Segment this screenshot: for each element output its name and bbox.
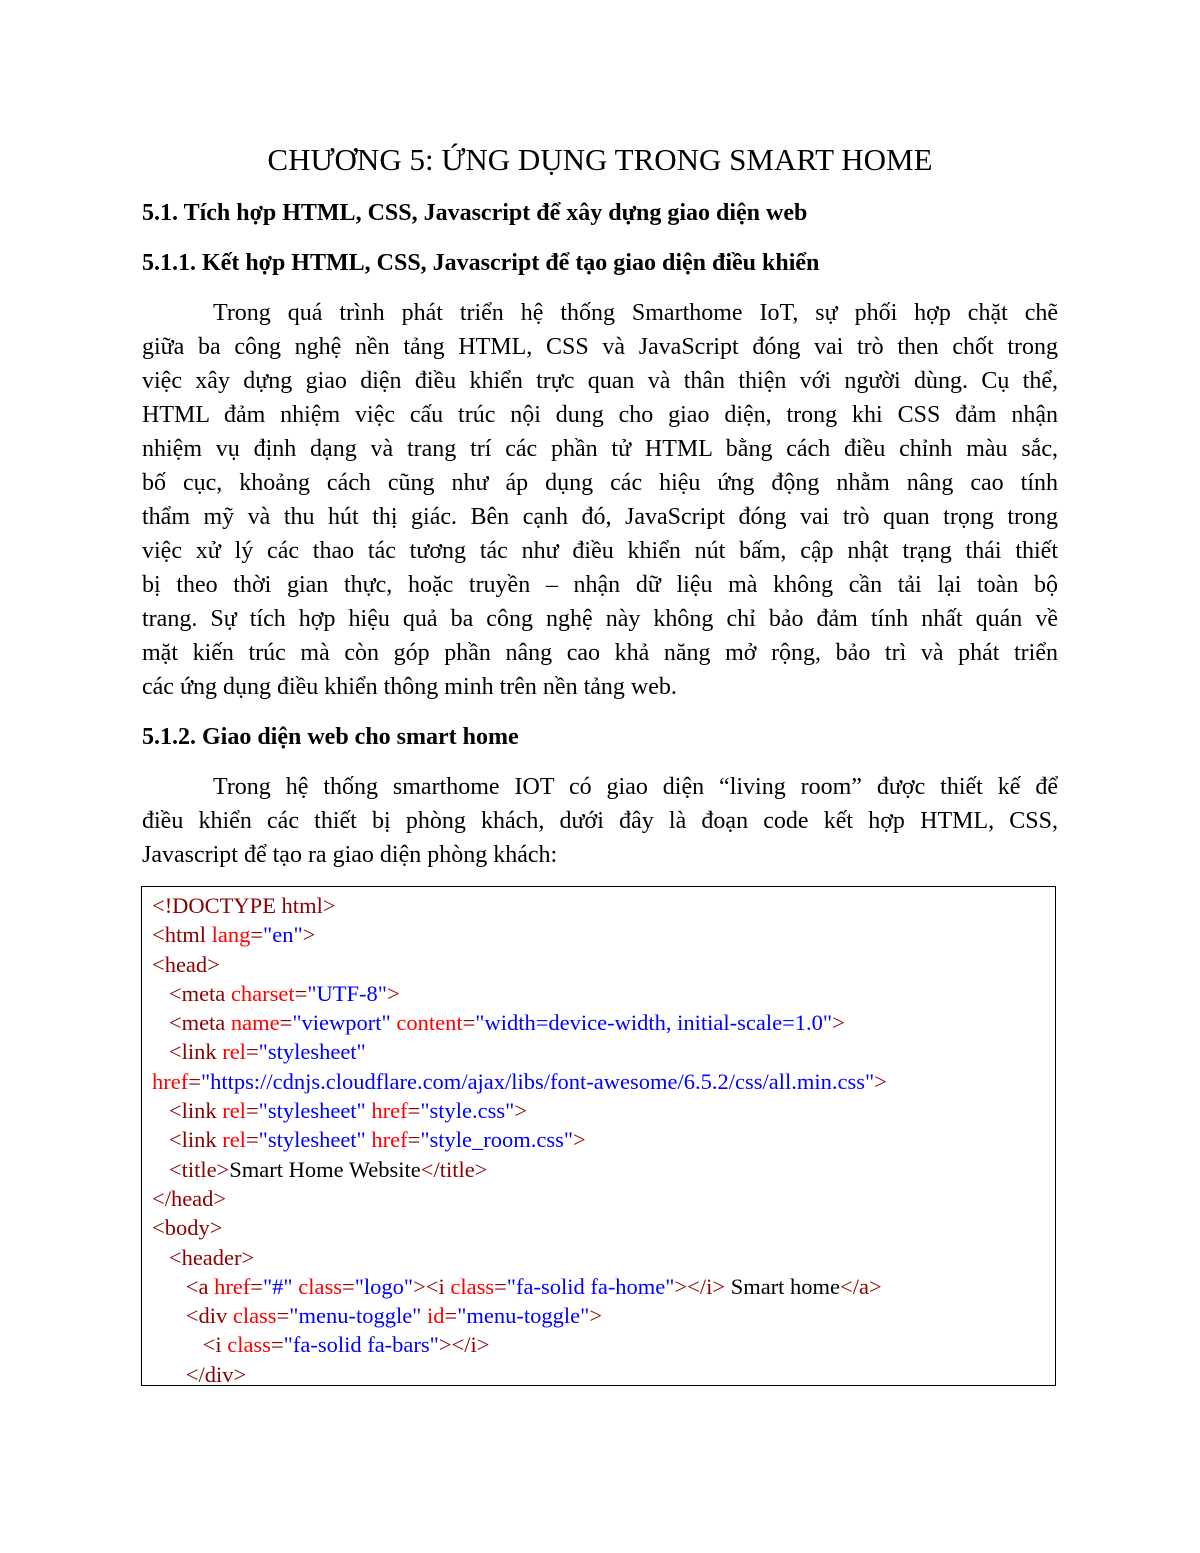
code-token-tag: >: [589, 1303, 603, 1329]
code-token-tag: >: [832, 1010, 845, 1036]
code-token-attr: class: [298, 1273, 342, 1299]
code-line: [152, 1125, 887, 1154]
code-line: [152, 1330, 887, 1359]
code-token-tag: >: [514, 1098, 528, 1124]
code-token-tag: <meta: [168, 1010, 231, 1036]
code-token-tag: </div>: [185, 1361, 247, 1386]
code-token-tag: =: [342, 1273, 355, 1299]
code-token-val: "viewport": [292, 1010, 391, 1036]
code-line: [152, 1155, 887, 1184]
code-token-attr: name: [230, 1010, 280, 1036]
code-token-tag: <link: [168, 1039, 223, 1065]
paragraph-line: việc xây dựng giao diện điều khiển trực quan và thân thiện với người dùng. Cụ thể,: [142, 368, 1058, 394]
code-token-tag: =: [250, 1273, 263, 1299]
code-line: [152, 1213, 887, 1242]
code-token-attr: href: [371, 1127, 408, 1153]
code-token-tag: =: [407, 1127, 421, 1153]
code-token-txt: Smart Home Website: [229, 1156, 421, 1182]
code-token-tag: =: [250, 922, 264, 948]
paragraph-line: trang. Sự tích hợp hiệu quả ba công nghệ này không chỉ bảo đảm tính nhất quán về: [142, 606, 1058, 632]
section-heading-5-1-1: 5.1.1. Kết hợp HTML, CSS, Javascript để tạo giao diện điều khiển: [142, 250, 820, 276]
code-line: [152, 1243, 887, 1272]
code-token-val: "fa-solid fa-bars": [283, 1332, 439, 1358]
paragraph-line: HTML đảm nhiệm việc cấu trúc nội dung cho giao diện, trong khi CSS đảm nhận: [142, 402, 1058, 428]
code-token-tag: =: [276, 1303, 290, 1329]
paragraph-line: nhiệm vụ định dạng và trang trí các phần tử HTML bằng cách điều chỉnh màu sắc,: [142, 436, 1058, 462]
paragraph-line: thẩm mỹ và thu hút thị giác. Bên cạnh đó, JavaScript đóng vai trò quan trọng trong: [142, 504, 1058, 530]
code-line: [152, 1037, 887, 1066]
code-line: [152, 1272, 887, 1301]
code-token-tag: <meta: [168, 980, 231, 1006]
code-token-tag: <header>: [168, 1244, 255, 1270]
code-token-txt: [152, 1303, 186, 1328]
code-token-val: "menu-toggle": [457, 1303, 590, 1329]
paragraph-1: [142, 296, 1058, 704]
code-token-tag: </a>: [840, 1273, 882, 1299]
code-token-tag: <title>: [168, 1156, 230, 1182]
code-token-tag: =: [270, 1332, 284, 1358]
code-token-tag: <html: [152, 922, 212, 948]
code-token-txt: [152, 981, 169, 1006]
paragraph-line: Trong quá trình phát triển hệ thống Smarthome IoT, sự phối hợp chặt chẽ: [213, 300, 1058, 326]
code-token-tag: <div: [185, 1303, 233, 1329]
code-token-attr: lang: [211, 922, 251, 948]
code-token-tag: =: [245, 1098, 259, 1124]
code-token-tag: =: [245, 1039, 259, 1065]
paragraph-line: bị theo thời gian thực, hoặc truyền – nhận dữ liệu mà không cần tải lại toàn bộ: [142, 572, 1058, 598]
code-token-val: "UTF-8": [307, 980, 387, 1006]
code-token-attr: rel: [222, 1039, 246, 1065]
code-token-val: "fa-solid fa-home": [506, 1273, 675, 1299]
code-token-txt: [152, 1010, 169, 1035]
code-token-val: "style_room.css": [420, 1127, 574, 1153]
code-token-tag: </title>: [420, 1156, 488, 1182]
code-token-attr: href: [214, 1273, 251, 1299]
code-token-tag: <!DOCTYPE html>: [152, 893, 336, 918]
section-heading-5-1: 5.1. Tích hợp HTML, CSS, Javascript để xây dựng giao diện web: [142, 200, 808, 226]
code-line: [152, 1008, 887, 1037]
code-token-tag: =: [462, 1010, 476, 1036]
code-token-tag: =: [188, 1068, 201, 1094]
code-token-val: "stylesheet": [258, 1127, 366, 1153]
section-heading-5-1-2: 5.1.2. Giao diện web cho smart home: [142, 724, 519, 750]
code-token-tag: <body>: [152, 1215, 223, 1241]
code-token-attr: class: [232, 1303, 277, 1329]
code-token-attr: rel: [222, 1098, 246, 1124]
code-token-attr: id: [427, 1303, 445, 1329]
code-token-tag: ></i>: [438, 1332, 490, 1358]
chapter-title: CHƯƠNG 5: ỨNG DỤNG TRONG SMART HOME: [267, 142, 933, 177]
paragraph-line: Trong hệ thống smarthome IOT có giao diện “living room” được thiết kế để: [213, 774, 1058, 800]
code-block: [141, 886, 1056, 1386]
code-token-txt: [152, 1245, 169, 1270]
code-line: [152, 891, 887, 920]
code-token-tag: =: [494, 1273, 507, 1299]
code-line: [152, 1184, 887, 1213]
code-token-attr: class: [227, 1332, 271, 1358]
paragraph-line: điều khiển các thiết bị phòng khách, dưới đây là đoạn code kết hợp HTML, CSS,: [142, 808, 1058, 834]
code-token-attr: content: [396, 1010, 463, 1036]
code-token-txt: [152, 1039, 169, 1064]
code-token-txt: [152, 1274, 186, 1299]
code-token-tag: >: [386, 980, 400, 1006]
code-token-val: "logo": [354, 1273, 414, 1299]
code-token-tag: </head>: [152, 1185, 227, 1211]
code-token-attr: class: [450, 1273, 495, 1299]
code-line: [152, 1067, 887, 1096]
code-token-val: "en": [263, 922, 303, 948]
code-token-txt: Smart home: [725, 1273, 841, 1299]
code-token-tag: >: [573, 1127, 586, 1153]
code-line: [152, 979, 887, 1008]
code-line: [152, 1301, 887, 1330]
code-token-tag: =: [279, 1010, 293, 1036]
code-token-tag: <link: [168, 1127, 223, 1153]
code-token-tag: >: [874, 1068, 887, 1094]
code-token-tag: =: [245, 1127, 259, 1153]
code-line: [152, 1360, 887, 1386]
code-token-txt: [152, 1157, 169, 1182]
code-token-tag: =: [407, 1098, 421, 1124]
code-token-tag: <i: [202, 1332, 228, 1358]
code-token-val: "width=device-width, initial-scale=1.0": [475, 1010, 833, 1036]
code-token-tag: <head>: [152, 951, 220, 977]
code-token-tag: >: [302, 922, 316, 948]
code-token-val: "stylesheet": [258, 1098, 366, 1124]
code-token-attr: href: [371, 1098, 408, 1124]
code-token-val: "#": [263, 1273, 293, 1299]
code-line: [152, 920, 887, 949]
code-token-val: "https://cdnjs.cloudflare.com/ajax/libs/font-awesome/6.5.2/css/all.min.css": [200, 1068, 875, 1094]
code-token-tag: <a: [185, 1273, 215, 1299]
code-token-attr: rel: [222, 1127, 246, 1153]
paragraph-2: [142, 770, 1058, 872]
code-token-tag: ><i: [413, 1273, 451, 1299]
code-token-val: "menu-toggle": [289, 1303, 422, 1329]
code-token-tag: =: [294, 980, 308, 1006]
code-token-val: "style.css": [420, 1098, 515, 1124]
paragraph-line: các ứng dụng điều khiển thông minh trên nền tảng web.: [142, 674, 677, 700]
code-token-txt: [152, 1127, 169, 1152]
code-token-txt: [152, 1098, 169, 1123]
code-listing: [152, 891, 887, 1386]
paragraph-line: Javascript để tạo ra giao diện phòng khách:: [142, 842, 558, 868]
code-token-val: "stylesheet": [258, 1039, 366, 1065]
code-token-tag: <link: [168, 1098, 223, 1124]
paragraph-line: việc xử lý các thao tác tương tác như điều khiển nút bấm, cập nhật trạng thái thiết: [142, 538, 1058, 564]
code-line: [152, 950, 887, 979]
code-token-attr: charset: [230, 980, 295, 1006]
code-token-tag: ></i>: [674, 1273, 726, 1299]
code-token-tag: =: [444, 1303, 458, 1329]
paragraph-line: bố cục, khoảng cách cũng như áp dụng các hiệu ứng động nhằm nâng cao tính: [142, 470, 1058, 496]
code-line: [152, 1096, 887, 1125]
code-token-attr: href: [152, 1068, 189, 1094]
paragraph-line: giữa ba công nghệ nền tảng HTML, CSS và JavaScript đóng vai trò then chốt trong: [142, 334, 1058, 360]
code-token-txt: [152, 1362, 186, 1386]
paragraph-line: mặt kiến trúc mà còn góp phần nâng cao khả năng mở rộng, bảo trì và phát triển: [142, 640, 1058, 666]
code-token-txt: [152, 1332, 203, 1357]
